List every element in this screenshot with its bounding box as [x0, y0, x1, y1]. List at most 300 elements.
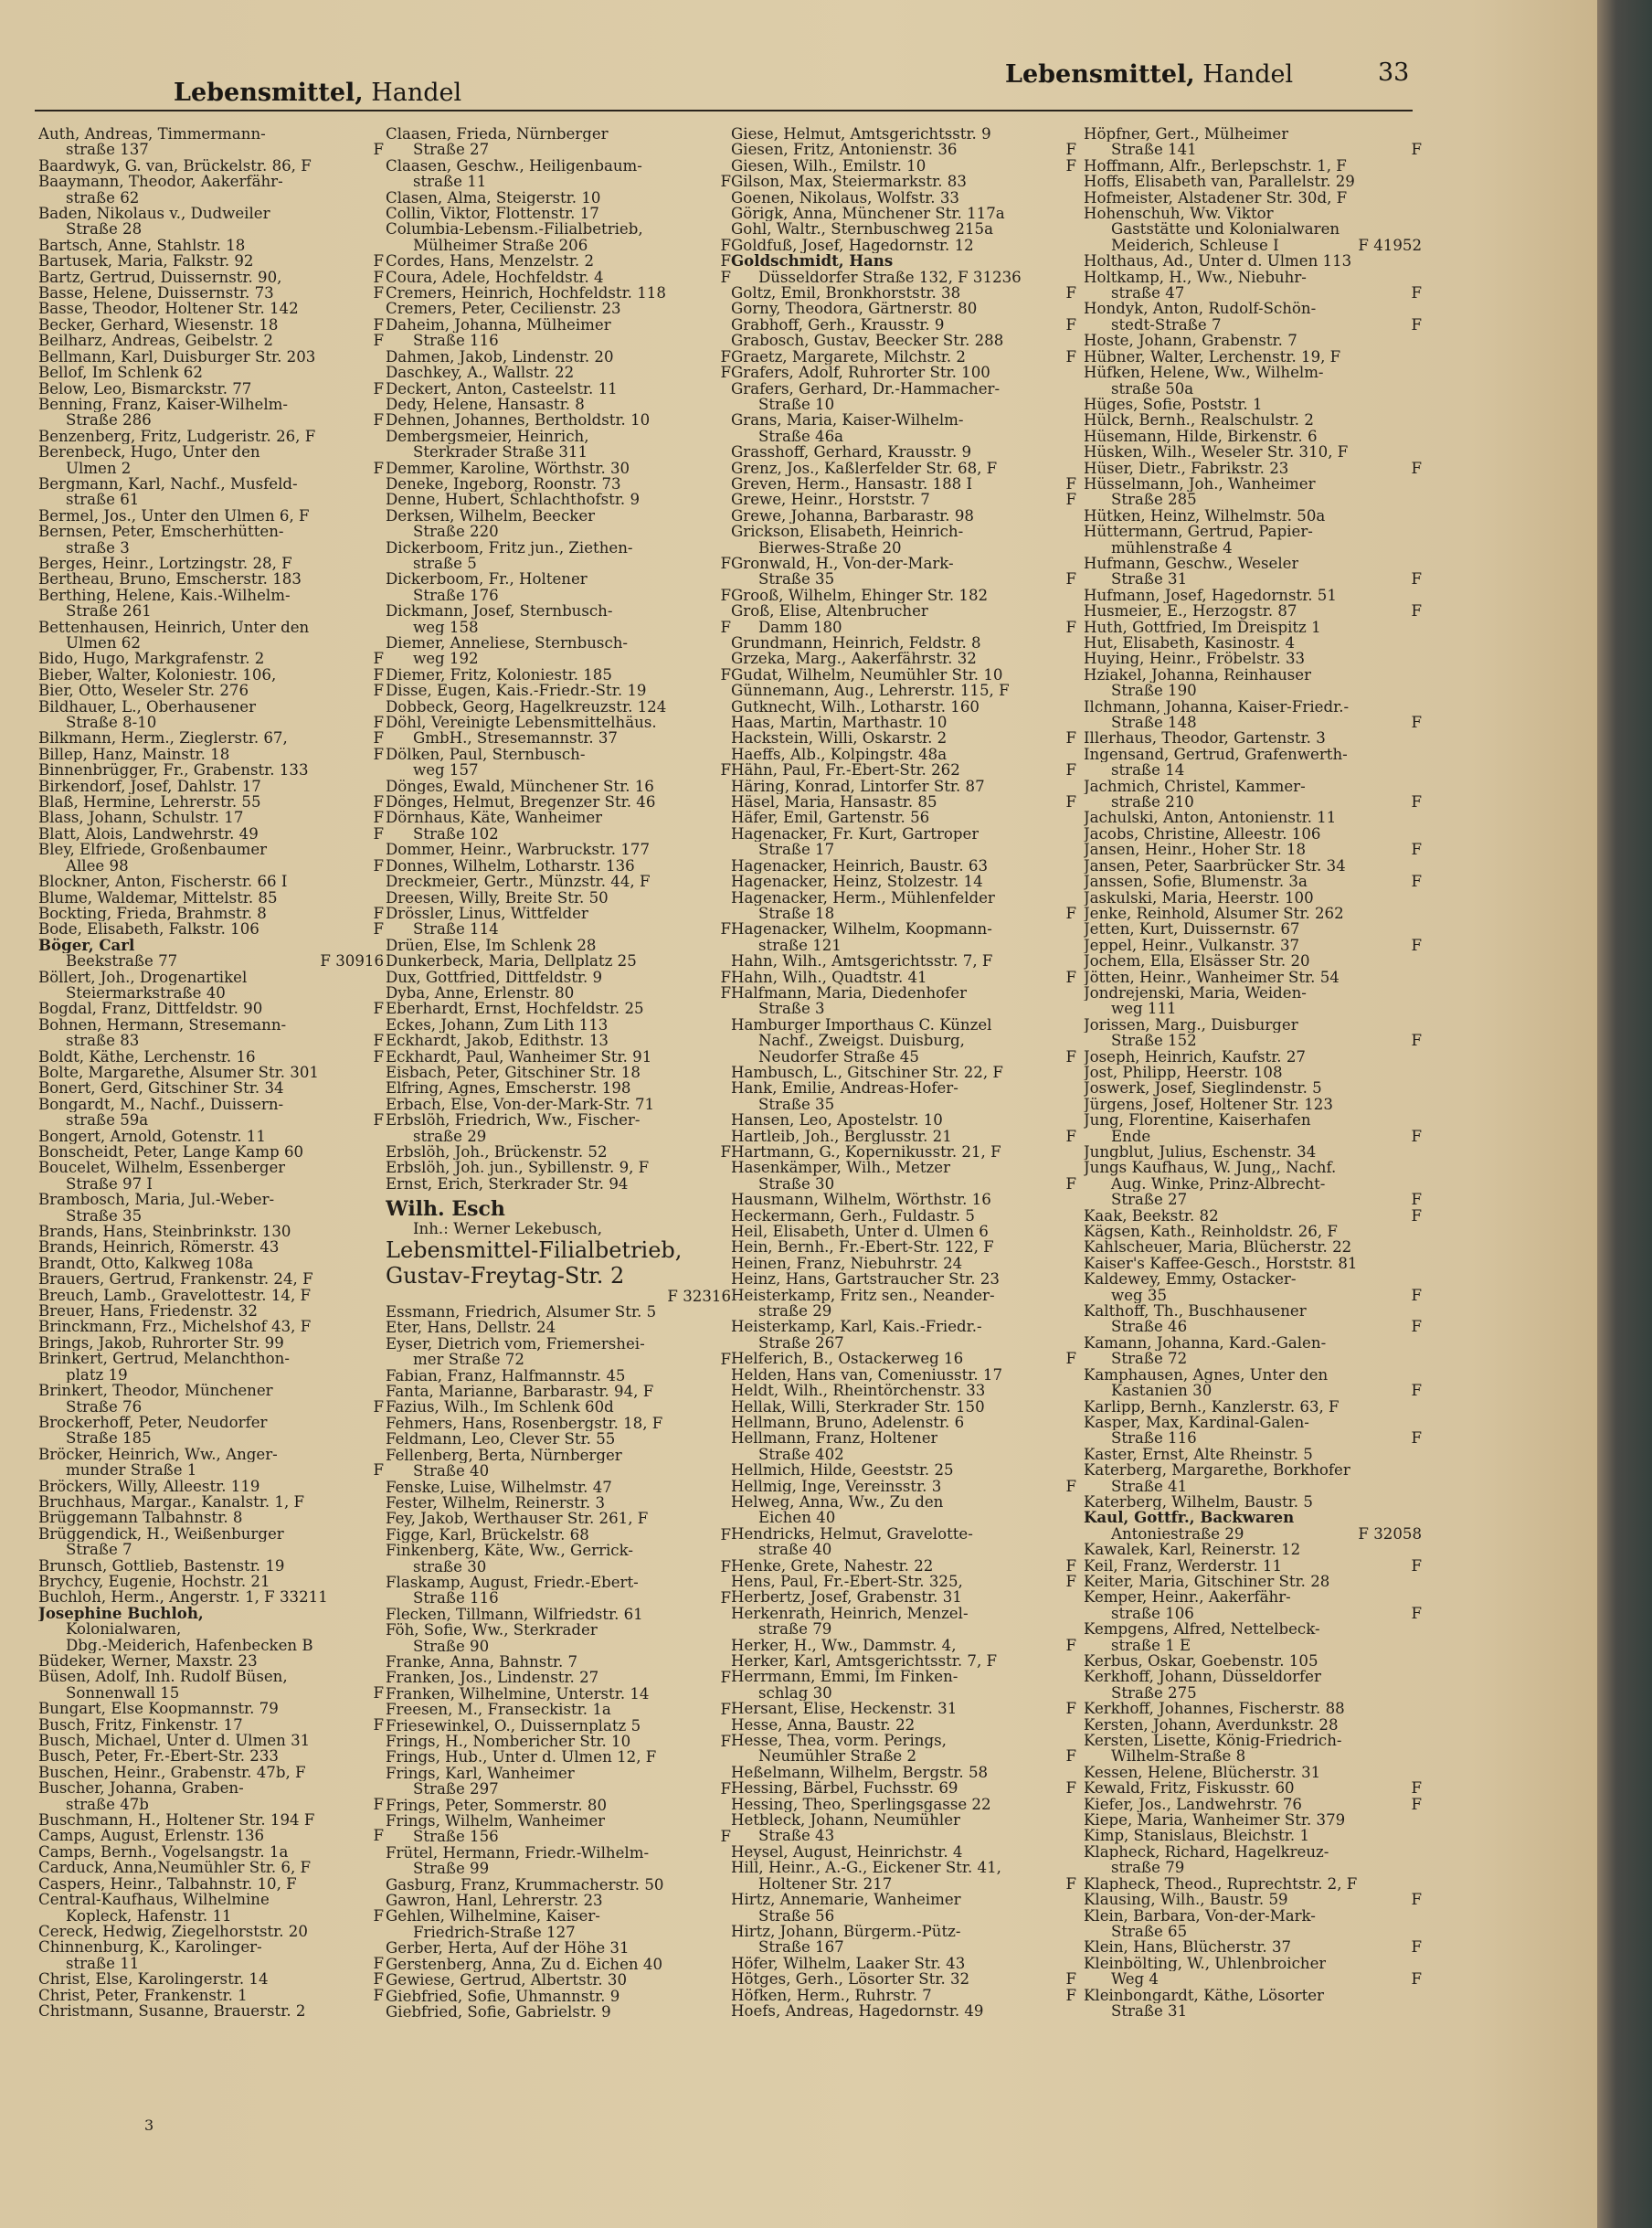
directory-entry — [1084, 238, 1422, 253]
entry-text: straße 47b — [66, 1796, 149, 1813]
directory-entry — [386, 1065, 731, 1080]
directory-entry — [38, 1271, 384, 1287]
entry-text: Dedy, Helene, Hansastr. 8 — [386, 396, 585, 413]
entry-text: Gehlen, Wilhelmine, Kaiser- — [386, 1908, 600, 1925]
entry-text: Kaul, Gottfr., Backwaren — [1084, 1510, 1295, 1526]
running-header-left — [174, 79, 461, 107]
entry-text: Bungart, Else Koopmannstr. 79 — [38, 1701, 279, 1717]
entry-text: Dreckmeier, Gertr., Münzstr. 44, F — [386, 874, 651, 890]
directory-entry — [1084, 349, 1422, 365]
entry-text: Klausing, Wilh., Baustr. 59 — [1084, 1892, 1288, 1908]
directory-entry — [1084, 1335, 1422, 1351]
phone-marker: F — [1411, 603, 1422, 620]
entry-text: Denne, Hubert, Schlachthofstr. 9 — [386, 492, 641, 508]
directory-entry — [38, 365, 384, 380]
directory-entry — [38, 1383, 384, 1398]
entry-text: Cordes, Hans, Menzelstr. 2 — [386, 253, 595, 270]
entry-text: Fehmers, Hans, Rosenbergstr. 18, F — [386, 1415, 663, 1432]
directory-entry — [386, 1925, 731, 1940]
directory-entry — [38, 1908, 384, 1924]
directory-entry — [386, 301, 731, 316]
entry-text: Erbach, Else, Von-der-Mark-Str. 71 — [386, 1096, 655, 1113]
entry-text: Häsel, Maria, Hansastr. 85 — [731, 794, 937, 811]
directory-entry — [38, 762, 384, 778]
directory-entry — [386, 1112, 731, 1128]
entry-text: Blaß, Hermine, Lehrerstr. 55 — [38, 794, 261, 811]
phone-marker: F — [1411, 842, 1422, 858]
phone-marker: F — [1411, 1207, 1422, 1225]
directory-entry — [38, 1939, 384, 1955]
entry-text: Hülck, Bernh., Realschulstr. 2 — [1084, 412, 1314, 429]
entry-text: Straße 35 — [66, 1207, 143, 1225]
directory-entry — [386, 874, 731, 889]
header-right-bold: Lebensmittel, — [1005, 60, 1195, 89]
entry-text: Frings, H., Nombericher Str. 10 — [386, 1734, 631, 1750]
directory-entry — [1084, 301, 1422, 316]
entry-text: Jorissen, Marg., Duisburger — [1084, 1016, 1298, 1034]
directory-entry — [731, 126, 1076, 142]
directory-entry — [38, 1080, 384, 1096]
entry-text: Franke, Anna, Bahnstr. 7 — [386, 1653, 578, 1671]
phone-marker: F — [373, 316, 384, 334]
directory-entry — [1084, 1621, 1422, 1637]
entry-text: Hübner, Walter, Lerchenstr. 19, F — [1084, 348, 1341, 366]
phone-marker: F — [720, 1144, 731, 1161]
phone-marker: F — [1065, 142, 1076, 158]
entry-text: Dönges, Helmut, Bregenzer Str. 46 — [386, 794, 656, 811]
directory-entry — [731, 762, 1076, 778]
entry-text: Hoefs, Andreas, Hagedornstr. 49 — [731, 2002, 984, 2020]
entry-text: Hessing, Theo, Sperlingsgasse 22 — [731, 1796, 991, 1813]
entry-text: Bido, Hugo, Markgrafenstr. 2 — [38, 651, 265, 667]
directory-entry — [731, 1351, 1076, 1366]
entry-text: Breuch, Lamb., Gravelottestr. 14, F — [38, 1287, 312, 1304]
entry-text: Brands, Heinrich, Römerstr. 43 — [38, 1239, 280, 1256]
directory-entry — [386, 285, 731, 301]
entry-text: Graetz, Margarete, Milchstr. 2 — [731, 348, 966, 366]
entry-text: Bonscheidt, Peter, Lange Kamp 60 — [38, 1144, 304, 1161]
directory-entry — [386, 1097, 731, 1112]
directory-entry — [1084, 1479, 1422, 1494]
entry-text: Herbertz, Josef, Grabenstr. 31 — [731, 1589, 962, 1606]
phone-marker: F — [373, 1001, 384, 1017]
directory-entry — [1084, 221, 1422, 237]
entry-text: Dölken, Paul, Sternbusch- — [386, 746, 586, 763]
directory-entry — [386, 397, 731, 412]
entry-text: Straße 72 — [1111, 1351, 1188, 1367]
entry-text: straße 5 — [413, 555, 477, 572]
entry-text: Straße 8-10 — [66, 715, 157, 731]
directory-entry — [38, 1367, 384, 1383]
entry-text: Helden, Hans van, Comeniusstr. 17 — [731, 1366, 1003, 1384]
entry-text: Straße 116 — [413, 1590, 499, 1607]
entry-text: Demmer, Karoline, Wörthstr. 30 — [386, 460, 630, 476]
entry-text: Hasenkämper, Wilh., Metzer — [731, 1160, 951, 1176]
entry-text: Straße 3 — [758, 1001, 825, 1017]
directory-entry — [731, 1669, 1076, 1684]
directory-entry — [38, 1303, 384, 1319]
entry-text: Helweg, Anna, Ww., Zu den — [731, 1493, 944, 1511]
directory-entry — [38, 1494, 384, 1510]
directory-entry — [38, 810, 384, 825]
directory-entry — [731, 810, 1076, 825]
directory-entry — [38, 1653, 384, 1669]
directory-entry — [38, 1430, 384, 1446]
directory-entry — [731, 556, 1076, 571]
directory-entry — [386, 1940, 731, 1956]
directory-entry — [386, 1559, 731, 1575]
directory-entry — [1084, 1303, 1422, 1319]
phone-marker: F — [1411, 1033, 1422, 1049]
directory-entry — [386, 1080, 731, 1096]
directory-entry — [38, 874, 384, 889]
phone-marker: F — [720, 762, 731, 779]
entry-text: Blass, Johann, Schulstr. 17 — [38, 810, 244, 826]
directory-entry — [731, 1462, 1076, 1478]
directory-entry — [1084, 1160, 1422, 1175]
phone-marker: F — [373, 1955, 384, 1972]
entry-text: Straße 31 — [1111, 571, 1188, 588]
directory-entry — [38, 540, 384, 556]
column-4 — [1084, 126, 1422, 2182]
directory-entry — [38, 1208, 384, 1224]
directory-entry — [386, 826, 731, 842]
entry-text: Bongert, Arnold, Gotenstr. 11 — [38, 1128, 266, 1144]
directory-entry — [38, 953, 384, 969]
directory-entry — [731, 1892, 1076, 1907]
entry-text: Grickson, Elisabeth, Heinrich- — [731, 524, 964, 540]
directory-entry — [731, 970, 1076, 985]
entry-text: Friedrich-Straße 127 — [413, 1924, 576, 1941]
directory-entry — [386, 1877, 731, 1893]
directory-entry — [386, 1448, 731, 1463]
directory-entry — [731, 1160, 1076, 1175]
entry-text: Kerkhoff, Johann, Düsseldorfer — [1084, 1669, 1321, 1685]
entry-text: Straße 31 — [1111, 2002, 1188, 2020]
directory-entry — [1084, 858, 1422, 874]
directory-entry — [386, 1829, 731, 1844]
entry-text: Straße 176 — [413, 587, 499, 604]
entry-text: Bellof, Im Schlenk 62 — [38, 365, 203, 381]
entry-text: weg 192 — [413, 651, 479, 667]
directory-entry — [38, 270, 384, 285]
entry-text: Hofmeister, Alstadener Str. 30d, F — [1084, 189, 1348, 207]
directory-entry — [1084, 953, 1422, 969]
directory-entry — [38, 174, 384, 189]
phone-marker: F — [373, 857, 384, 875]
entry-text: Bogdal, Franz, Dittfeldstr. 90 — [38, 1001, 263, 1017]
entry-text: Derksen, Wilhelm, Beecker — [386, 507, 596, 525]
directory-entry — [731, 715, 1076, 730]
entry-text: Dönges, Ewald, Münchener Str. 16 — [386, 778, 654, 795]
phone-marker: F — [1411, 1430, 1422, 1447]
entry-text: Kaldewey, Emmy, Ostacker- — [1084, 1271, 1297, 1288]
entry-text: Karlipp, Bernh., Kanzlerstr. 63, F — [1084, 1398, 1340, 1415]
directory-entry — [1084, 667, 1422, 683]
directory-entry — [1084, 1669, 1422, 1684]
directory-entry — [1084, 1112, 1422, 1128]
entry-text: Böllert, Joh., Drogenartikel — [38, 969, 248, 985]
directory-entry — [731, 667, 1076, 683]
entry-text: weg 35 — [1111, 1287, 1168, 1304]
directory-entry — [38, 1335, 384, 1351]
directory-entry — [386, 603, 731, 619]
entry-text: Greven, Herm., Hansastr. 188 I — [731, 475, 973, 493]
entry-text: Erbslöh, Joh. jun., Sybillenstr. 9, F — [386, 1160, 650, 1176]
directory-entry — [731, 603, 1076, 619]
entry-text: Disse, Eugen, Kais.-Friedr.-Str. 19 — [386, 683, 647, 699]
directory-entry — [731, 1526, 1076, 1542]
directory-entry — [38, 1526, 384, 1542]
directory-entry — [731, 730, 1076, 746]
phone-marker: F — [720, 984, 731, 1002]
directory-entry — [386, 1654, 731, 1670]
entry-text: Binnenbrügger, Fr., Grabenstr. 133 — [38, 762, 309, 779]
directory-entry — [1084, 1701, 1422, 1716]
entry-text: Baden, Nikolaus v., Dudweiler — [38, 206, 270, 222]
entry-text: Hüser, Dietr., Fabrikstr. 23 — [1084, 460, 1289, 476]
directory-entry — [1084, 842, 1422, 857]
directory-entry — [386, 1129, 731, 1144]
entry-text: Herker, H., Ww., Dammstr. 4, — [731, 1637, 957, 1653]
directory-entry — [386, 683, 731, 698]
entry-text: Ende — [1111, 1128, 1151, 1144]
entry-text: Boucelet, Wilhelm, Essenberger — [38, 1160, 286, 1176]
entry-text: Düsseldorfer Straße 132, F 31236 — [758, 269, 1022, 286]
directory-entry — [731, 1510, 1076, 1525]
directory-entry — [386, 429, 731, 444]
directory-entry — [38, 794, 384, 810]
directory-entry — [1084, 938, 1422, 953]
entry-text: Kamann, Johanna, Kard.-Galen- — [1084, 1334, 1327, 1352]
entry-text: Frings, Karl, Wanheimer — [386, 1765, 575, 1782]
directory-entry — [386, 1622, 731, 1638]
directory-entry — [1084, 1733, 1422, 1748]
entry-text: Jeppel, Heinr., Vulkanstr. 37 — [1084, 937, 1300, 954]
directory-entry — [38, 1239, 384, 1255]
directory-entry — [1084, 1780, 1422, 1796]
entry-text: Frings, Hub., Unter d. Ulmen 12, F — [386, 1749, 657, 1766]
directory-entry — [386, 1543, 731, 1558]
directory-entry — [1084, 206, 1422, 221]
directory-entry — [731, 699, 1076, 715]
entry-text: Klapheck, Theod., Ruprechtstr. 2, F — [1084, 1875, 1358, 1893]
directory-entry — [1084, 1717, 1422, 1733]
directory-entry — [38, 444, 384, 460]
entry-text: Gaststätte und Kolonialwaren — [1111, 221, 1340, 238]
entry-text: Straße 18 — [758, 905, 835, 922]
directory-entry — [38, 1860, 384, 1875]
phone-marker: F — [373, 1907, 384, 1924]
entry-text: Straße 220 — [413, 524, 499, 540]
entry-text: Bilkmann, Herm., Zieglerstr. 67, — [38, 730, 288, 747]
directory-entry — [731, 842, 1076, 857]
directory-entry — [1084, 1224, 1422, 1239]
phone-marker: F — [720, 1590, 731, 1607]
entry-text: Straße 17 — [758, 842, 835, 858]
entry-text: Hendricks, Helmut, Gravelotte- — [731, 1525, 973, 1543]
directory-entry — [731, 206, 1076, 221]
directory-entry — [731, 381, 1076, 397]
entry-text: Dunkerbeck, Maria, Dellplatz 25 — [386, 953, 637, 970]
directory-entry — [1084, 1828, 1422, 1843]
directory-entry — [1084, 1399, 1422, 1415]
directory-entry — [1084, 540, 1422, 556]
directory-entry — [386, 1511, 731, 1526]
entry-text: Figge, Karl, Brückelstr. 68 — [386, 1526, 589, 1544]
directory-entry — [731, 1939, 1076, 1955]
phone-marker: F — [373, 1462, 384, 1479]
entry-text: Baardwyk, G. van, Brückelstr. 86, F — [38, 157, 312, 175]
directory-entry — [38, 1638, 384, 1653]
directory-entry — [386, 730, 731, 746]
phone-marker: F — [720, 921, 731, 938]
directory-entry — [1084, 1908, 1422, 1924]
entry-text: Straße 114 — [413, 921, 499, 938]
entry-text: Jötten, Heinr., Wanheimer Str. 54 — [1084, 969, 1340, 985]
entry-text: Friesewinkel, O., Duissernplatz 5 — [386, 1717, 641, 1734]
entry-text: Bley, Elfriede, Großenbaumer — [38, 842, 268, 858]
entry-text: Klein, Hans, Blücherstr. 37 — [1084, 1939, 1292, 1956]
directory-entry — [386, 444, 731, 460]
entry-text: Keiter, Maria, Gitschiner Str. 28 — [1084, 1573, 1330, 1590]
directory-entry — [1084, 1924, 1422, 1939]
directory-entry — [1084, 1001, 1422, 1016]
entry-text: Kaiser's Kaffee-Gesch., Horststr. 81 — [1084, 1255, 1358, 1272]
phone-marker: F — [373, 412, 384, 429]
directory-entry — [386, 1237, 731, 1263]
entry-text: Helferich, B., Ostackerweg 16 — [731, 1351, 964, 1367]
directory-entry — [1084, 651, 1422, 666]
directory-entry — [386, 779, 731, 794]
directory-entry — [386, 1221, 731, 1236]
directory-entry — [38, 906, 384, 921]
directory-entry — [386, 1399, 731, 1415]
directory-entry — [386, 588, 731, 603]
entry-text: Basse, Theodor, Holtener Str. 142 — [38, 301, 299, 317]
entry-text: Jondrejenski, Maria, Weiden- — [1084, 984, 1307, 1002]
directory-entry — [38, 1924, 384, 1939]
entry-text: Hellmich, Hilde, Geeststr. 25 — [731, 1462, 954, 1479]
directory-entry — [386, 540, 731, 556]
entry-text: Straße 286 — [66, 412, 152, 429]
entry-text: Straße 275 — [1111, 1684, 1197, 1702]
phone-marker: F — [1411, 571, 1422, 588]
directory-entry — [1084, 1080, 1422, 1096]
entry-text: Hagenacker, Heinz, Stolzestr. 14 — [731, 874, 983, 890]
entry-text: Caspers, Heinr., Talbahnstr. 10, F — [38, 1875, 297, 1893]
directory-entry — [1084, 461, 1422, 476]
entry-text: Grasshoff, Gerhard, Krausstr. 9 — [731, 444, 972, 461]
entry-text: Jenke, Reinhold, Alsumer Str. 262 — [1084, 905, 1344, 922]
entry-text: Haas, Martin, Marthastr. 10 — [731, 715, 948, 731]
directory-entry — [38, 667, 384, 683]
directory-entry — [1084, 1638, 1422, 1653]
phone-marker: F — [720, 587, 731, 604]
directory-entry — [386, 1197, 731, 1221]
entry-text: Hüges, Sofie, Poststr. 1 — [1084, 396, 1263, 413]
directory-entry — [386, 1304, 731, 1320]
entry-text: Katerberg, Margarethe, Borkhofer — [1084, 1462, 1350, 1479]
directory-entry — [1084, 921, 1422, 937]
directory-entry — [1084, 285, 1422, 301]
entry-text: Collin, Viktor, Flottenstr. 17 — [386, 206, 599, 222]
entry-text: Heßelmann, Wilhelm, Bergstr. 58 — [731, 1764, 989, 1781]
entry-text: Bermel, Jos., Unter den Ulmen 6, F — [38, 507, 310, 525]
directory-entry — [731, 1733, 1076, 1748]
directory-entry — [38, 651, 384, 666]
directory-entry — [731, 1574, 1076, 1589]
directory-entry — [1084, 126, 1422, 142]
directory-entry — [731, 1080, 1076, 1096]
directory-entry — [731, 953, 1076, 969]
entry-text: Bartsch, Anne, Stahlstr. 18 — [38, 237, 246, 254]
entry-text: Below, Leo, Bismarckstr. 77 — [38, 380, 252, 397]
entry-text: Brunsch, Gottlieb, Bastenstr. 19 — [38, 1557, 285, 1574]
entry-text: Jürgens, Josef, Holtener Str. 123 — [1084, 1096, 1333, 1113]
entry-text: Heysel, August, Heinrichstr. 4 — [731, 1843, 963, 1861]
directory-entry — [731, 1844, 1076, 1860]
entry-text: Heisterkamp, Karl, Kais.-Friedr.- — [731, 1319, 982, 1335]
phone-marker: F — [1065, 492, 1076, 508]
entry-text: Goldschmidt, Hans — [731, 253, 894, 270]
directory-entry — [1084, 270, 1422, 285]
entry-text: Eter, Hans, Dellstr. 24 — [386, 1320, 556, 1336]
directory-entry — [731, 1988, 1076, 2003]
entry-text: Groß, Elise, Altenbrucher — [731, 603, 928, 620]
directory-entry — [731, 1717, 1076, 1733]
entry-text: straße 29 — [413, 1128, 487, 1144]
entry-text: Giese, Helmut, Amtsgerichtsstr. 9 — [731, 126, 991, 143]
directory-entry — [386, 620, 731, 635]
directory-entry — [1084, 333, 1422, 348]
phone-marker: F — [1065, 794, 1076, 811]
directory-entry — [731, 1589, 1076, 1605]
entry-text: Brychcy, Eugenie, Hochstr. 21 — [38, 1573, 270, 1590]
entry-text: Büdeker, Werner, Maxstr. 23 — [38, 1653, 258, 1670]
directory-entry — [386, 1575, 731, 1590]
directory-entry — [38, 1685, 384, 1701]
directory-entry — [386, 858, 731, 874]
entry-text: straße 1 E — [1111, 1637, 1191, 1653]
entry-text: Straße 297 — [413, 1781, 499, 1798]
phone-marker: F — [1065, 1780, 1076, 1797]
phone-marker: F — [373, 1112, 384, 1129]
entry-text: Hein, Bernh., Fr.-Ebert-Str. 122, F — [731, 1239, 994, 1256]
directory-entry — [731, 1176, 1076, 1192]
directory-entry — [38, 1415, 384, 1430]
directory-entry — [38, 349, 384, 365]
directory-entry — [1084, 1447, 1422, 1462]
entry-text: Hötges, Gerh., Lösorter Str. 32 — [731, 1971, 970, 1988]
entry-text: Blume, Waldemar, Mittelstr. 85 — [38, 889, 278, 906]
directory-entry — [731, 1129, 1076, 1144]
directory-entry — [731, 1239, 1076, 1255]
phone-marker: F — [373, 730, 384, 747]
entry-text: Hesse, Thea, vorm. Perings, — [731, 1733, 947, 1749]
entry-text: Eberhardt, Ernst, Hochfeldstr. 25 — [386, 1001, 644, 1017]
entry-text: Columbia-Lebensm.-Filialbetrieb, — [386, 221, 643, 238]
directory-entry — [1084, 1430, 1422, 1446]
directory-entry — [1084, 699, 1422, 715]
entry-text: Drössler, Linus, Wittfelder — [386, 905, 588, 922]
directory-entry — [38, 1828, 384, 1843]
entry-text: Jungblut, Julius, Eschenstr. 34 — [1084, 1144, 1317, 1161]
directory-entry — [38, 970, 384, 985]
directory-entry — [1084, 1288, 1422, 1303]
entry-text: Kleinbölting, W., Uhlenbroicher — [1084, 1955, 1327, 1972]
directory-entry — [386, 1352, 731, 1367]
